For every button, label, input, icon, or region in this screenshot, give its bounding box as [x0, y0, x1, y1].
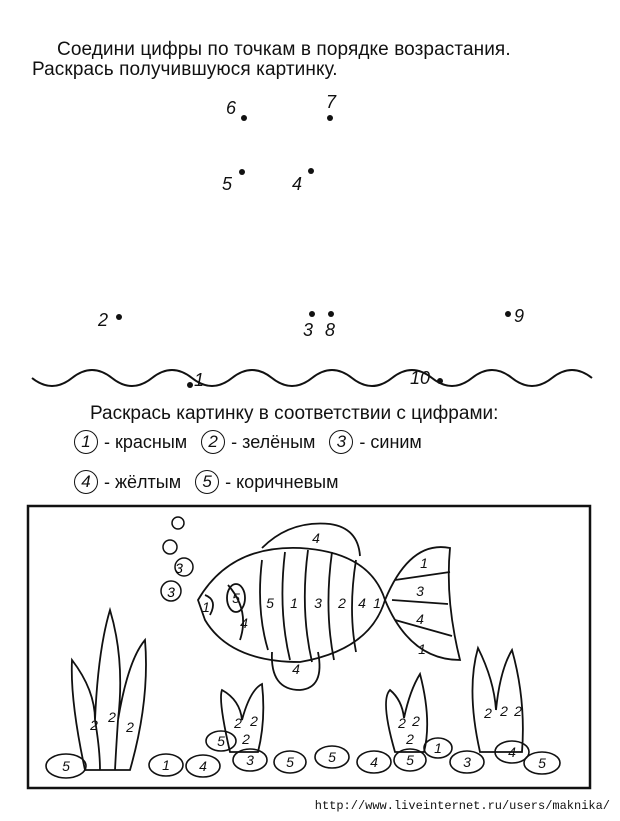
weed-mid-number-1: 2	[234, 715, 242, 731]
dot-label-4: 4	[292, 174, 303, 194]
fish-eye-number: 5	[232, 590, 240, 606]
stone-number-8: 4	[370, 754, 378, 770]
weed-right	[472, 648, 522, 752]
dot-label-3: 3	[303, 320, 314, 340]
fish-tail-number-4: 1	[418, 641, 426, 657]
dot-label-2: 2	[98, 310, 109, 330]
stone-number-11: 3	[463, 754, 471, 770]
legend-label-red: - красным	[104, 431, 188, 452]
source-url: http://www.liveinternet.ru/users/maknika/	[314, 799, 610, 813]
fish-stripe-number-5: 4	[358, 595, 366, 611]
weed-left-number-2: 2	[108, 709, 116, 725]
weed-right-number-1: 2	[484, 705, 492, 721]
fish-stripe-number-6: 1	[373, 595, 381, 611]
legend-number-5: 5	[195, 470, 219, 494]
legend-label-yellow: - жёлтым	[104, 471, 182, 492]
fish-tail-number-1: 1	[420, 555, 428, 571]
stone-number-7: 5	[328, 749, 336, 765]
dot-label-10: 10	[410, 368, 431, 388]
bubble-number-1: 3	[175, 560, 183, 576]
fish-mouth-number: 1	[202, 599, 210, 615]
legend-title: Раскрась картинку в соответствии с цифрами:	[90, 403, 499, 424]
bubble-small-2	[163, 540, 177, 554]
stone-number-4: 3	[246, 752, 254, 768]
weed-left-number-1: 2	[90, 717, 98, 733]
legend-label-green: - зелёным	[231, 431, 316, 452]
fish-stripe-number-3: 3	[314, 595, 322, 611]
fish-tail-number-3: 4	[416, 611, 424, 627]
fish-stripe-number-4: 2	[338, 595, 346, 611]
legend-number-3: 3	[329, 430, 353, 454]
stone-number-5: 5	[217, 733, 225, 749]
legend-number-2: 2	[201, 430, 225, 454]
weed-left-number-3: 2	[126, 719, 134, 735]
legend-number-4: 4	[74, 470, 98, 494]
stone-number-12: 4	[508, 744, 516, 760]
fish-tail-number-2: 3	[416, 583, 424, 599]
fish-top-fin	[262, 524, 360, 557]
weed-right-number-3: 2	[514, 703, 522, 719]
stone-number-9: 5	[406, 752, 414, 768]
fish-head-number: 4	[240, 615, 248, 631]
dot-label-7: 7	[326, 92, 337, 112]
weed-mid2-number-3: 2	[406, 731, 414, 747]
stone-number-6: 5	[286, 754, 294, 770]
weed-right-number-2: 2	[500, 703, 508, 719]
bubble-number-2: 3	[167, 584, 175, 600]
fish-stripe-number-2: 1	[290, 595, 298, 611]
weed-mid2-number-1: 2	[398, 715, 406, 731]
stone-number-10: 1	[434, 740, 442, 756]
weed-left	[72, 610, 146, 770]
bubble-small-1	[172, 517, 184, 529]
legend-number-1: 1	[74, 430, 98, 454]
fish	[198, 524, 460, 691]
dot-label-9: 9	[514, 306, 525, 326]
fish-stripe-number-1: 5	[266, 595, 274, 611]
stone-number-3: 4	[199, 758, 207, 774]
weed-mid2-number-2: 2	[412, 713, 420, 729]
legend-label-brown: - коричневым	[225, 471, 339, 492]
weed-mid-number-3: 2	[242, 731, 250, 747]
fish-top-fin-number: 4	[312, 530, 320, 546]
fish-bottom-fin-number: 4	[292, 661, 300, 677]
instruction-line-1: Соедини цифры по точкам в порядке возрастания.	[57, 39, 511, 60]
dot-label-5: 5	[222, 174, 233, 194]
instruction-line-2: Раскрась получившуюся картинку.	[32, 59, 338, 80]
stone-number-1: 5	[62, 758, 70, 774]
dot-label-8: 8	[325, 320, 336, 340]
dot-label-1: 1	[194, 370, 205, 390]
dot-label-6: 6	[226, 98, 237, 118]
legend-label-blue: - синим	[359, 431, 422, 452]
weed-mid-number-2: 2	[250, 713, 258, 729]
stone-number-13: 5	[538, 755, 546, 771]
stone-number-2: 1	[162, 757, 170, 773]
